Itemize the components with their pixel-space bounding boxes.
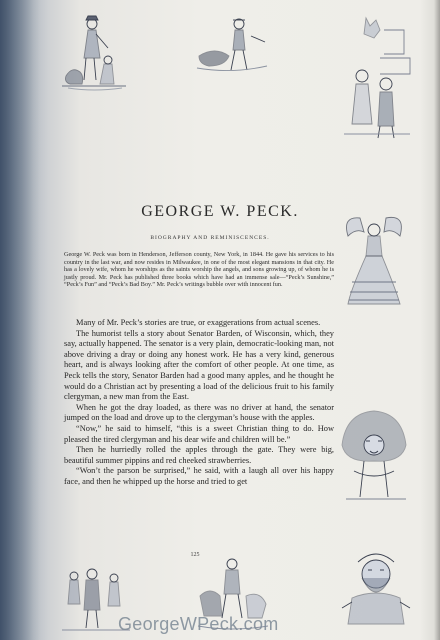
page-number: 125 — [190, 552, 200, 558]
paragraph: Then he hurriedly rolled the apples through the gate. They were big, beautiful summer pippins and red cheeked strawberries. — [64, 445, 334, 465]
vignette-angel-lady — [340, 212, 410, 312]
page-edge-shadow — [434, 0, 440, 640]
section-subtitle: BIOGRAPHY AND REMINISCENCES. — [150, 235, 270, 241]
paragraph: When he got the dray loaded, as there was no driver at hand, the senator jumped on the load and drove up to the clergyman’s house with the apples. — [64, 402, 334, 423]
website-watermark: GeorgeWPeck.com — [118, 614, 279, 634]
paragraph: “Won’t the parson be surprised,” he said, with a laugh all over his happy face, and then he whipped up the horse and tried to get — [64, 466, 334, 486]
vignette-old-man-in-tree — [336, 405, 412, 503]
biography-paragraph: George W. Peck was born in Henderson, Jefferson county, New York, in 1844. He gave his services to his country in the last war, and now resides in Milwaukee, in one of the most elegant mansions in that city. He has a lovely wife, whom he worships as the saints worship the angels, and sons growing up, of whom he is justly proud. Mr. Peck has published three books which have had an immense sale—“Peck’s Sunshine,” “Peck’s Fun” and “Peck’s Bad Boy.” Mr. Peck’s writings bubble over with innocent fun. — [64, 251, 334, 289]
story-text — [64, 318, 334, 488]
paragraph: “Now,” he said to himself, “this is a sweet Christian thing to do. How pleased the tired clergyman and his dear wife and children will be.” — [64, 423, 334, 444]
paragraph: Many of Mr. Peck’s stories are true, or exaggerations from actual scenes. — [76, 318, 321, 327]
vignette-couple-and-cherub — [340, 14, 414, 142]
spine-shadow — [0, 0, 48, 640]
vignette-man-with-dog — [58, 14, 130, 94]
vignette-bearded-man-portrait — [338, 548, 414, 628]
vignette-boy-and-boat — [195, 16, 269, 78]
paragraph: The humorist tells a story about Senator Barden, of Wisconsin, which, they say, actually happened. The senator is a very plain, democratic-looking man, not above driving a dray or doing any honest work. He has a very kind, generous heart, and is always looking after the comfort of other people. At one time, as Peck tells the story, Senator Barden had a good many apples, and he thought he would do a Christian act by presenting a load of the delicious fruit to his family clergyman, a new man from the East. — [64, 328, 334, 402]
page-title: GEORGE W. PECK. — [141, 203, 299, 220]
